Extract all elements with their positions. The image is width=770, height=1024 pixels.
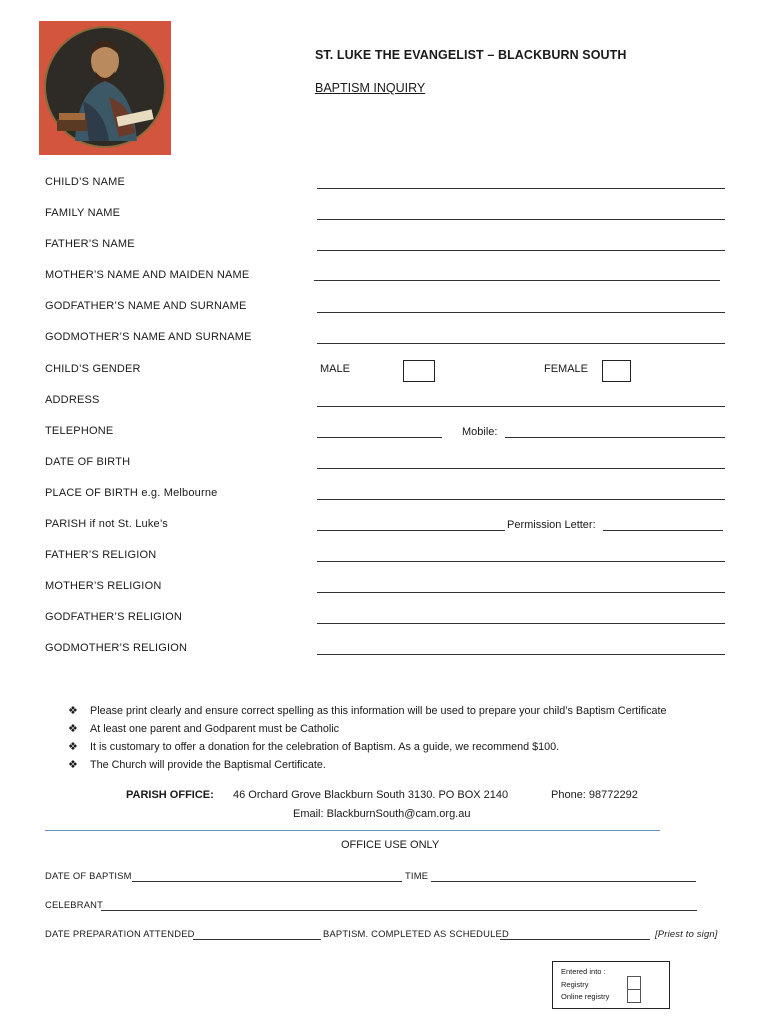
- mobile-label: Mobile:: [462, 426, 498, 438]
- fathers-religion-label: FATHER’S RELIGION: [45, 549, 157, 561]
- online-registry-label: Online registry: [561, 992, 610, 1001]
- male-checkbox[interactable]: [403, 360, 435, 382]
- date-of-baptism-field[interactable]: [132, 870, 402, 882]
- mothers-religion-field[interactable]: [317, 580, 725, 593]
- female-label: FEMALE: [544, 363, 589, 375]
- priest-sign-note: [Priest to sign]: [655, 928, 718, 939]
- place-of-birth-label: PLACE OF BIRTH e.g. Melbourne: [45, 487, 218, 499]
- date-preparation-label: DATE PREPARATION ATTENDED: [45, 928, 195, 939]
- diamond-bullet-icon: ❖: [68, 723, 78, 735]
- permission-letter-field[interactable]: [603, 518, 723, 531]
- celebrant-label: CELEBRANT: [45, 899, 104, 910]
- family-name-field[interactable]: [317, 207, 725, 220]
- entered-into-label: Entered into :: [561, 967, 606, 976]
- godmothers-religion-label: GODMOTHER’S RELIGION: [45, 642, 188, 654]
- time-label: TIME: [405, 870, 429, 881]
- mothers-religion-label: MOTHER’S RELIGION: [45, 580, 162, 592]
- telephone-label: TELEPHONE: [45, 425, 114, 437]
- fathers-religion-field[interactable]: [317, 549, 725, 562]
- permission-letter-label: Permission Letter:: [507, 519, 596, 531]
- list-item: ❖ At least one parent and Godparent must be Catholic: [68, 723, 340, 735]
- telephone-field[interactable]: [317, 425, 442, 438]
- date-of-baptism-label: DATE OF BAPTISM: [45, 870, 132, 881]
- baptism-completed-label: BAPTISM. COMPLETED AS SCHEDULED: [323, 928, 509, 939]
- childs-name-field[interactable]: [317, 176, 725, 189]
- diamond-bullet-icon: ❖: [68, 705, 78, 717]
- godmothers-religion-field[interactable]: [317, 642, 725, 655]
- registry-label: Registry: [561, 980, 589, 989]
- female-checkbox[interactable]: [602, 360, 631, 382]
- list-item: ❖ It is customary to offer a donation for the celebration of Baptism. As a guide, we recommend $100.: [68, 741, 560, 753]
- date-of-birth-field[interactable]: [317, 456, 725, 469]
- childs-name-label: CHILD’S NAME: [45, 176, 126, 188]
- date-of-birth-label: DATE OF BIRTH: [45, 456, 131, 468]
- godmothers-name-field[interactable]: [317, 331, 725, 344]
- godfathers-religion-field[interactable]: [317, 611, 725, 624]
- time-field[interactable]: [431, 870, 696, 882]
- parish-field[interactable]: [317, 518, 505, 531]
- mothers-name-field[interactable]: [314, 268, 720, 281]
- mothers-name-label: MOTHER’S NAME AND MAIDEN NAME: [45, 269, 250, 281]
- family-name-label: FAMILY NAME: [45, 207, 121, 219]
- parish-office-phone: Phone: 98772292: [551, 789, 638, 801]
- mobile-field[interactable]: [505, 425, 725, 438]
- godfathers-name-field[interactable]: [317, 300, 725, 313]
- online-registry-checkbox[interactable]: [627, 989, 641, 1003]
- parish-label: PARISH if not St. Luke’s: [45, 518, 169, 530]
- form-title: BAPTISM INQUIRY: [315, 81, 426, 95]
- address-field[interactable]: [317, 394, 725, 407]
- date-preparation-field[interactable]: [193, 928, 321, 940]
- parish-name: ST. LUKE THE EVANGELIST – BLACKBURN SOUTH: [315, 48, 627, 62]
- fathers-name-field[interactable]: [317, 238, 725, 251]
- priest-signature-field[interactable]: [500, 928, 650, 940]
- male-label: MALE: [320, 363, 350, 375]
- parish-office-label: PARISH OFFICE:: [126, 789, 214, 801]
- godfathers-name-label: GODFATHER’S NAME AND SURNAME: [45, 300, 247, 312]
- godmothers-name-label: GODMOTHER’S NAME AND SURNAME: [45, 331, 252, 343]
- registry-checkbox[interactable]: [627, 976, 641, 990]
- office-use-title: OFFICE USE ONLY: [341, 839, 440, 851]
- saint-luke-portrait-icon: [39, 21, 171, 155]
- diamond-bullet-icon: ❖: [68, 759, 78, 771]
- fathers-name-label: FATHER’S NAME: [45, 238, 135, 250]
- parish-office-address: 46 Orchard Grove Blackburn South 3130. PO BOX 2140: [233, 789, 509, 801]
- place-of-birth-field[interactable]: [317, 487, 725, 500]
- godfathers-religion-label: GODFATHER’S RELIGION: [45, 611, 183, 623]
- diamond-bullet-icon: ❖: [68, 741, 78, 753]
- list-item: ❖ The Church will provide the Baptismal Certificate.: [68, 759, 326, 771]
- divider: [45, 830, 660, 831]
- list-item: ❖ Please print clearly and ensure correct spelling as this information will be used to prepare your child’s Baptism Certificate: [68, 705, 667, 717]
- celebrant-field[interactable]: [101, 899, 697, 911]
- childs-gender-label: CHILD’S GENDER: [45, 363, 141, 375]
- address-label: ADDRESS: [45, 394, 100, 406]
- notes-list: [68, 703, 748, 775]
- parish-office-email: Email: BlackburnSouth@cam.org.au: [293, 808, 471, 820]
